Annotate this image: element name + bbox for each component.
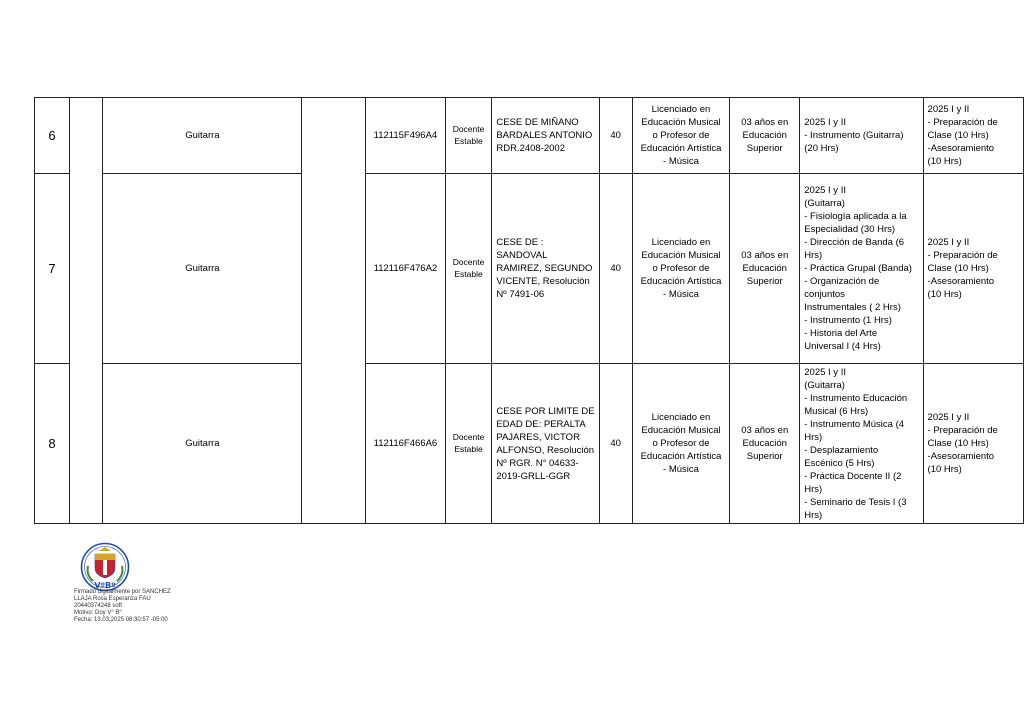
condicion-cell: Docente Estable	[445, 98, 492, 174]
digital-signature	[74, 589, 171, 624]
no-lectivas-cell: 2025 I y II - Preparación de Clase (10 Hrs) -Asesoramiento (10 Hrs)	[923, 98, 1023, 174]
plazas-table	[34, 97, 1024, 524]
horas-cell: 40	[599, 174, 632, 364]
codigo-cell: 112115F496A4	[366, 98, 446, 174]
condicion-cell: Docente Estable	[445, 364, 492, 524]
experiencia-cell: 03 años en Educación Superior	[730, 364, 800, 524]
row-number: 8	[35, 364, 70, 524]
especialidad-cell: Guitarra	[103, 364, 302, 524]
no-lectivas-cell: 2025 I y II - Preparación de Clase (10 Hrs) -Asesoramiento (10 Hrs)	[923, 364, 1023, 524]
row-number: 6	[35, 98, 70, 174]
table-row	[35, 98, 1024, 174]
especialidad-cell: Guitarra	[103, 174, 302, 364]
vobo-seal-text: VºBº	[94, 581, 116, 590]
horas-cell: 40	[599, 98, 632, 174]
requisito-cell: Licenciado en Educación Musical o Profesor de Educación Artística - Música	[632, 98, 729, 174]
condicion-cell: Docente Estable	[445, 174, 492, 364]
signature-line: LLAJA Rosa Esperanza FAU	[74, 596, 151, 602]
vobo-seal-icon	[80, 542, 130, 592]
experiencia-cell: 03 años en Educación Superior	[730, 174, 800, 364]
empty-cell	[302, 98, 366, 524]
requisito-cell: Licenciado en Educación Musical o Profesor de Educación Artística - Música	[632, 174, 729, 364]
motivo-cell: CESE DE MIÑANO BARDALES ANTONIO RDR.2408-2002	[492, 98, 599, 174]
lectivas-cell: 2025 I y II (Guitarra) - Instrumento Educación Musical (6 Hrs) - Instrumento Música (4 Hrs) - Desplazamiento Escénico (5 Hrs) - Práctica Docente II (2 Hrs) - Seminario de Tesis I (3 Hrs)	[800, 364, 923, 524]
requisito-cell: Licenciado en Educación Musical o Profesor de Educación Artística - Música	[632, 364, 729, 524]
experiencia-cell: 03 años en Educación Superior	[730, 98, 800, 174]
table-row	[35, 174, 1024, 364]
motivo-cell: CESE POR LIMITE DE EDAD DE: PERALTA PAJARES, VICTOR ALFONSO, Resolución Nº RGR. N° 04633- 2019-GRLL-GGR	[492, 364, 599, 524]
especialidad-cell: Guitarra	[103, 98, 302, 174]
signature-line: Motivo: Doy V° B°	[74, 610, 122, 616]
table-row	[35, 364, 1024, 524]
lectivas-cell: 2025 I y II (Guitarra) - Fisiología aplicada a la Especialidad (30 Hrs) - Dirección de Banda (6 Hrs) - Práctica Grupal (Banda) - Organización de conjuntos Instrumentales ( 2 Hrs) - Instrumento (1 Hrs) - Historia del Arte Universal I (4 Hrs)	[800, 174, 923, 364]
horas-cell: 40	[599, 364, 632, 524]
motivo-cell: CESE DE : SANDOVAL RAMIREZ, SEGUNDO VICENTE, Resolución Nº 7491-06	[492, 174, 599, 364]
lectivas-cell: 2025 I y II - Instrumento (Guitarra) (20 Hrs)	[800, 98, 923, 174]
codigo-cell: 112116F476A2	[366, 174, 446, 364]
no-lectivas-cell: 2025 I y II - Preparación de Clase (10 Hrs) -Asesoramiento (10 Hrs)	[923, 174, 1023, 364]
signature-line: Firmado digitalmente por SANCHEZ	[74, 589, 171, 595]
empty-cell	[69, 98, 103, 524]
signature-line: 20440374248 soft	[74, 603, 123, 609]
signature-line: Fecha: 13.03.2025 08:30:57 -05:00	[74, 617, 168, 623]
row-number: 7	[35, 174, 70, 364]
codigo-cell: 112116F466A6	[366, 364, 446, 524]
